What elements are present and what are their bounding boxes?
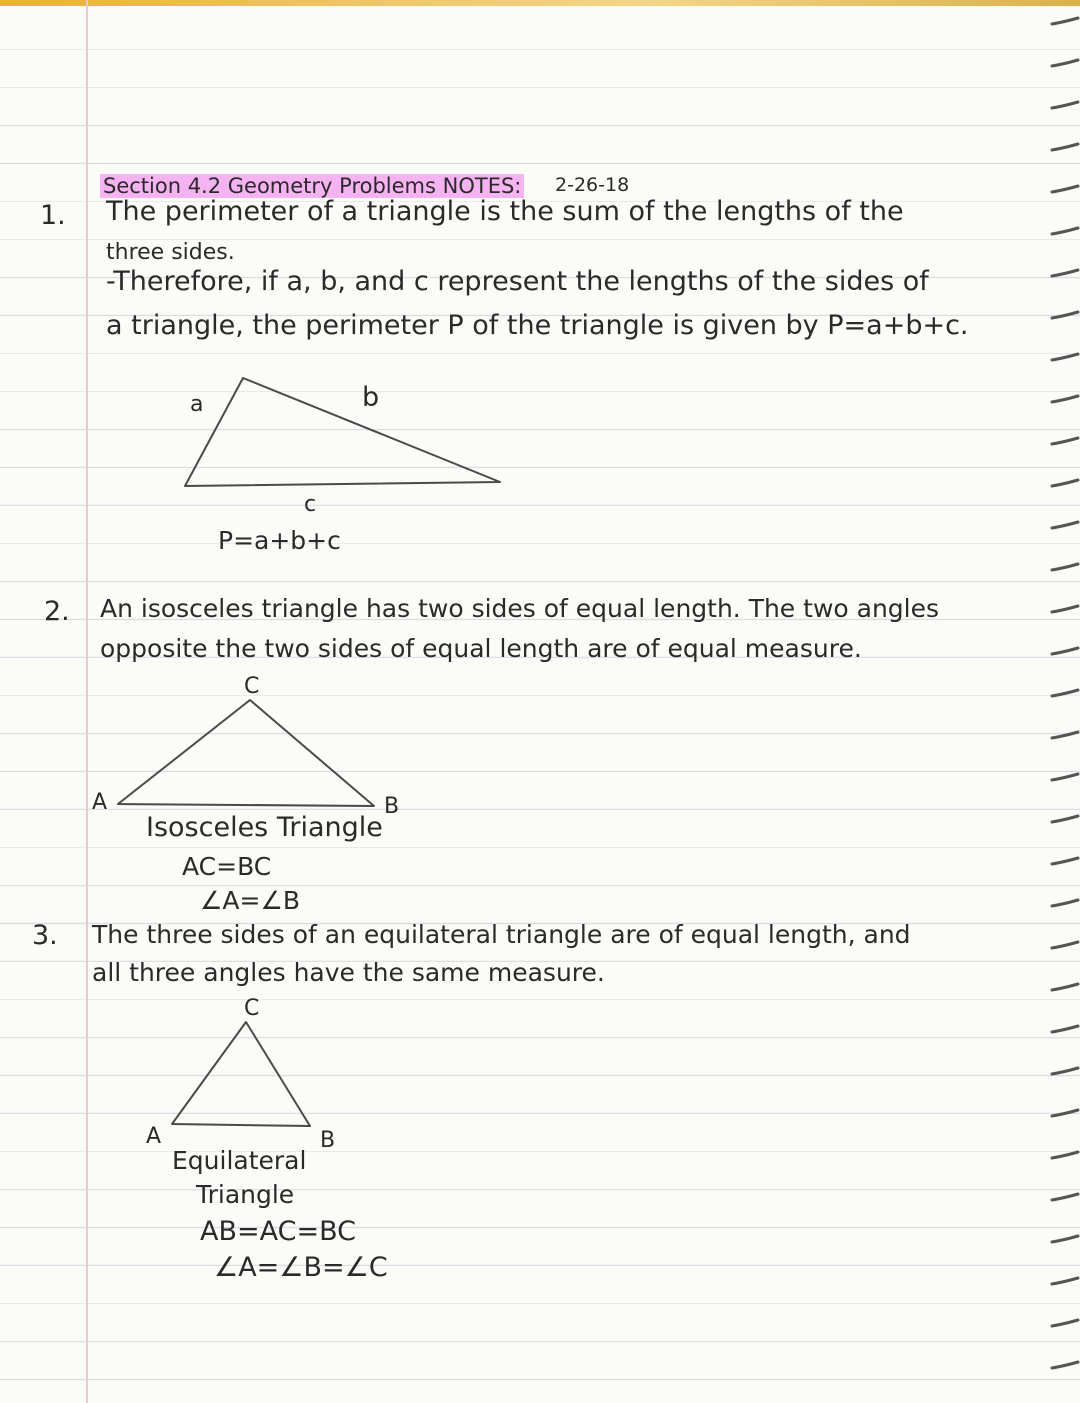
item-1-line-2: three sides. bbox=[106, 240, 235, 265]
item-1-number: 1. bbox=[40, 200, 66, 231]
fig2-vertex-b: B bbox=[384, 794, 400, 819]
fig3-equilateral-triangle bbox=[172, 1022, 310, 1126]
fig2-equation-sides: AC=BC bbox=[182, 852, 272, 881]
fig2-vertex-c: C bbox=[244, 674, 260, 699]
item-2-line-2: opposite the two sides of equal length are of equal measure. bbox=[100, 634, 862, 663]
item-2-number: 2. bbox=[44, 596, 70, 627]
item-1-line-1: The perimeter of a triangle is the sum of the lengths of the bbox=[106, 196, 904, 227]
fig1-label-b: b bbox=[362, 382, 380, 413]
fig3-equation-sides: AB=AC=BC bbox=[200, 1216, 356, 1247]
item-3-number: 3. bbox=[32, 920, 58, 951]
note-date: 2-26-18 bbox=[555, 174, 630, 196]
item-2-line-1: An isosceles triangle has two sides of equal length. The two angles bbox=[100, 594, 940, 623]
fig3-caption-line-1: Equilateral bbox=[172, 1146, 307, 1175]
fig1-scalene-triangle bbox=[185, 378, 500, 486]
fig3-equation-angles: ∠A=∠B=∠C bbox=[214, 1252, 388, 1283]
fig1-label-a: a bbox=[190, 392, 204, 417]
item-1-line-4: a triangle, the perimeter P of the triangle is given by P=a+b+c. bbox=[106, 310, 969, 341]
title-highlight: Section 4.2 Geometry Problems NOTES: bbox=[100, 174, 524, 198]
fig2-caption: Isosceles Triangle bbox=[146, 812, 383, 843]
item-3-line-2: all three angles have the same measure. bbox=[92, 958, 605, 987]
fig2-vertex-a: A bbox=[92, 790, 108, 815]
fig1-label-c: c bbox=[304, 492, 317, 517]
fig3-vertex-b: B bbox=[320, 1128, 336, 1153]
fig1-formula: P=a+b+c bbox=[218, 526, 341, 555]
fig3-vertex-a: A bbox=[146, 1124, 162, 1149]
item-3-line-1: The three sides of an equilateral triangle are of equal length, and bbox=[92, 920, 911, 949]
fig3-vertex-c: C bbox=[244, 996, 260, 1021]
fig2-equation-angles: ∠A=∠B bbox=[200, 886, 301, 915]
fig2-isosceles-triangle bbox=[118, 700, 374, 806]
fig3-caption-line-2: Triangle bbox=[196, 1180, 295, 1209]
item-1-line-3: -Therefore, if a, b, and c represent the lengths of the sides of bbox=[106, 266, 929, 297]
